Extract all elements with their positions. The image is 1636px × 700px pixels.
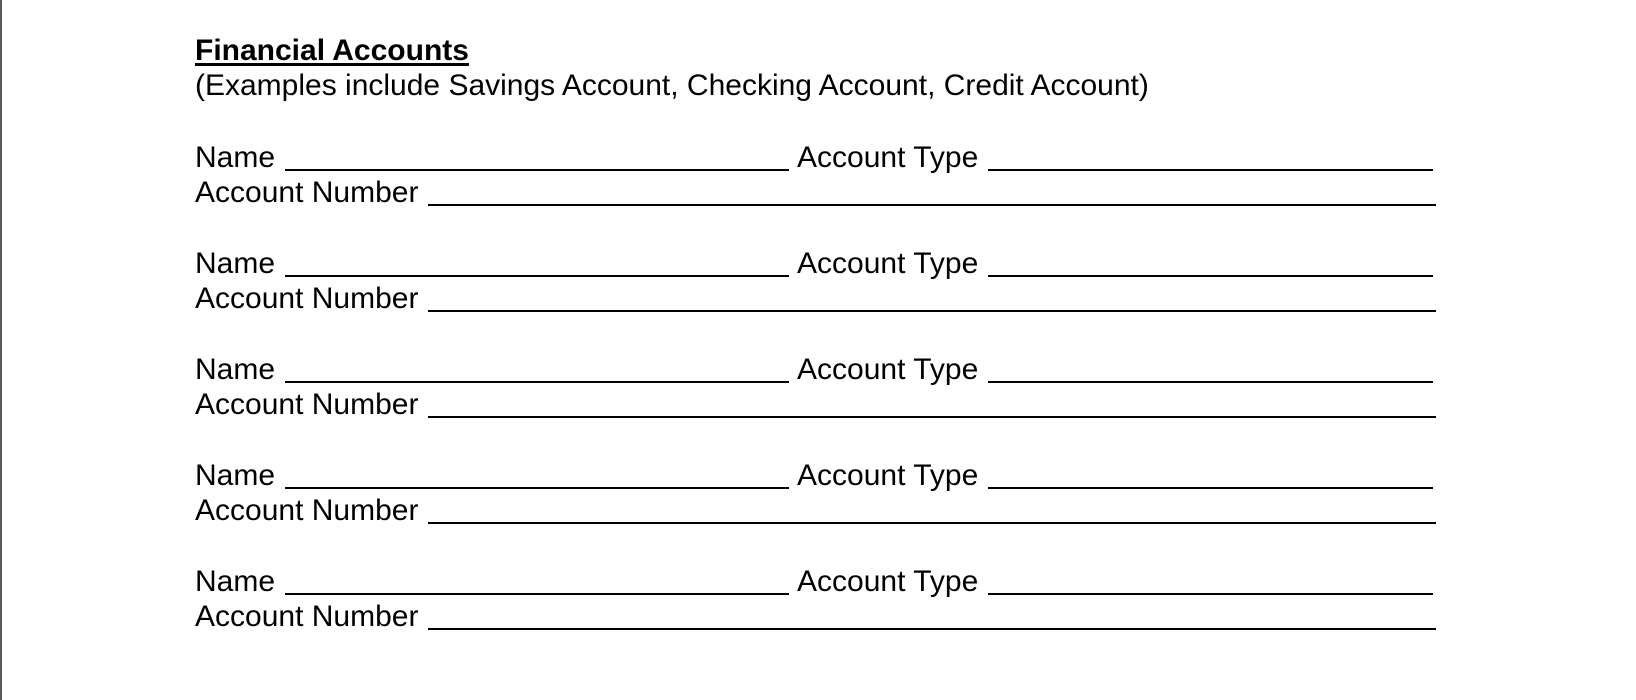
account-number-label: Account Number: [195, 282, 419, 315]
account-number-row: [195, 175, 1445, 210]
name-type-row: [195, 458, 1445, 493]
account-type-field[interactable]: [988, 248, 1433, 277]
account-entry-1: [195, 140, 1445, 210]
name-field[interactable]: [285, 566, 789, 595]
name-label: Name: [195, 247, 276, 280]
name-type-row: [195, 246, 1445, 281]
account-entry-5: [195, 564, 1445, 634]
form-content: [195, 33, 1445, 670]
account-number-label: Account Number: [195, 600, 419, 633]
name-label: Name: [195, 353, 276, 386]
account-entries: [195, 140, 1445, 634]
account-number-field[interactable]: [428, 495, 1436, 524]
account-type-label: Account Type: [797, 459, 979, 492]
account-number-field[interactable]: [428, 283, 1436, 312]
name-label: Name: [195, 565, 276, 598]
name-label: Name: [195, 141, 276, 174]
account-number-label: Account Number: [195, 176, 419, 209]
name-field[interactable]: [285, 248, 789, 277]
name-field[interactable]: [285, 460, 789, 489]
account-type-field[interactable]: [988, 354, 1433, 383]
account-type-field[interactable]: [988, 142, 1433, 171]
account-entry-4: [195, 458, 1445, 528]
name-type-row: [195, 564, 1445, 599]
name-label: Name: [195, 459, 276, 492]
name-field[interactable]: [285, 142, 789, 171]
account-type-label: Account Type: [797, 141, 979, 174]
account-number-row: [195, 281, 1445, 316]
name-type-row: [195, 140, 1445, 175]
account-number-row: [195, 599, 1445, 634]
account-type-label: Account Type: [797, 247, 979, 280]
account-number-row: [195, 493, 1445, 528]
account-entry-2: [195, 246, 1445, 316]
name-field[interactable]: [285, 354, 789, 383]
section-title: Financial Accounts: [195, 34, 469, 67]
account-type-label: Account Type: [797, 353, 979, 386]
name-type-row: [195, 352, 1445, 387]
account-entry-3: [195, 352, 1445, 422]
account-number-field[interactable]: [428, 389, 1436, 418]
account-number-field[interactable]: [428, 177, 1436, 206]
account-type-label: Account Type: [797, 565, 979, 598]
account-number-field[interactable]: [428, 601, 1436, 630]
account-number-label: Account Number: [195, 388, 419, 421]
account-number-row: [195, 387, 1445, 422]
account-type-field[interactable]: [988, 460, 1433, 489]
account-number-label: Account Number: [195, 494, 419, 527]
section-subtitle: (Examples include Savings Account, Checking Account, Credit Account): [195, 69, 1149, 102]
account-type-field[interactable]: [988, 566, 1433, 595]
